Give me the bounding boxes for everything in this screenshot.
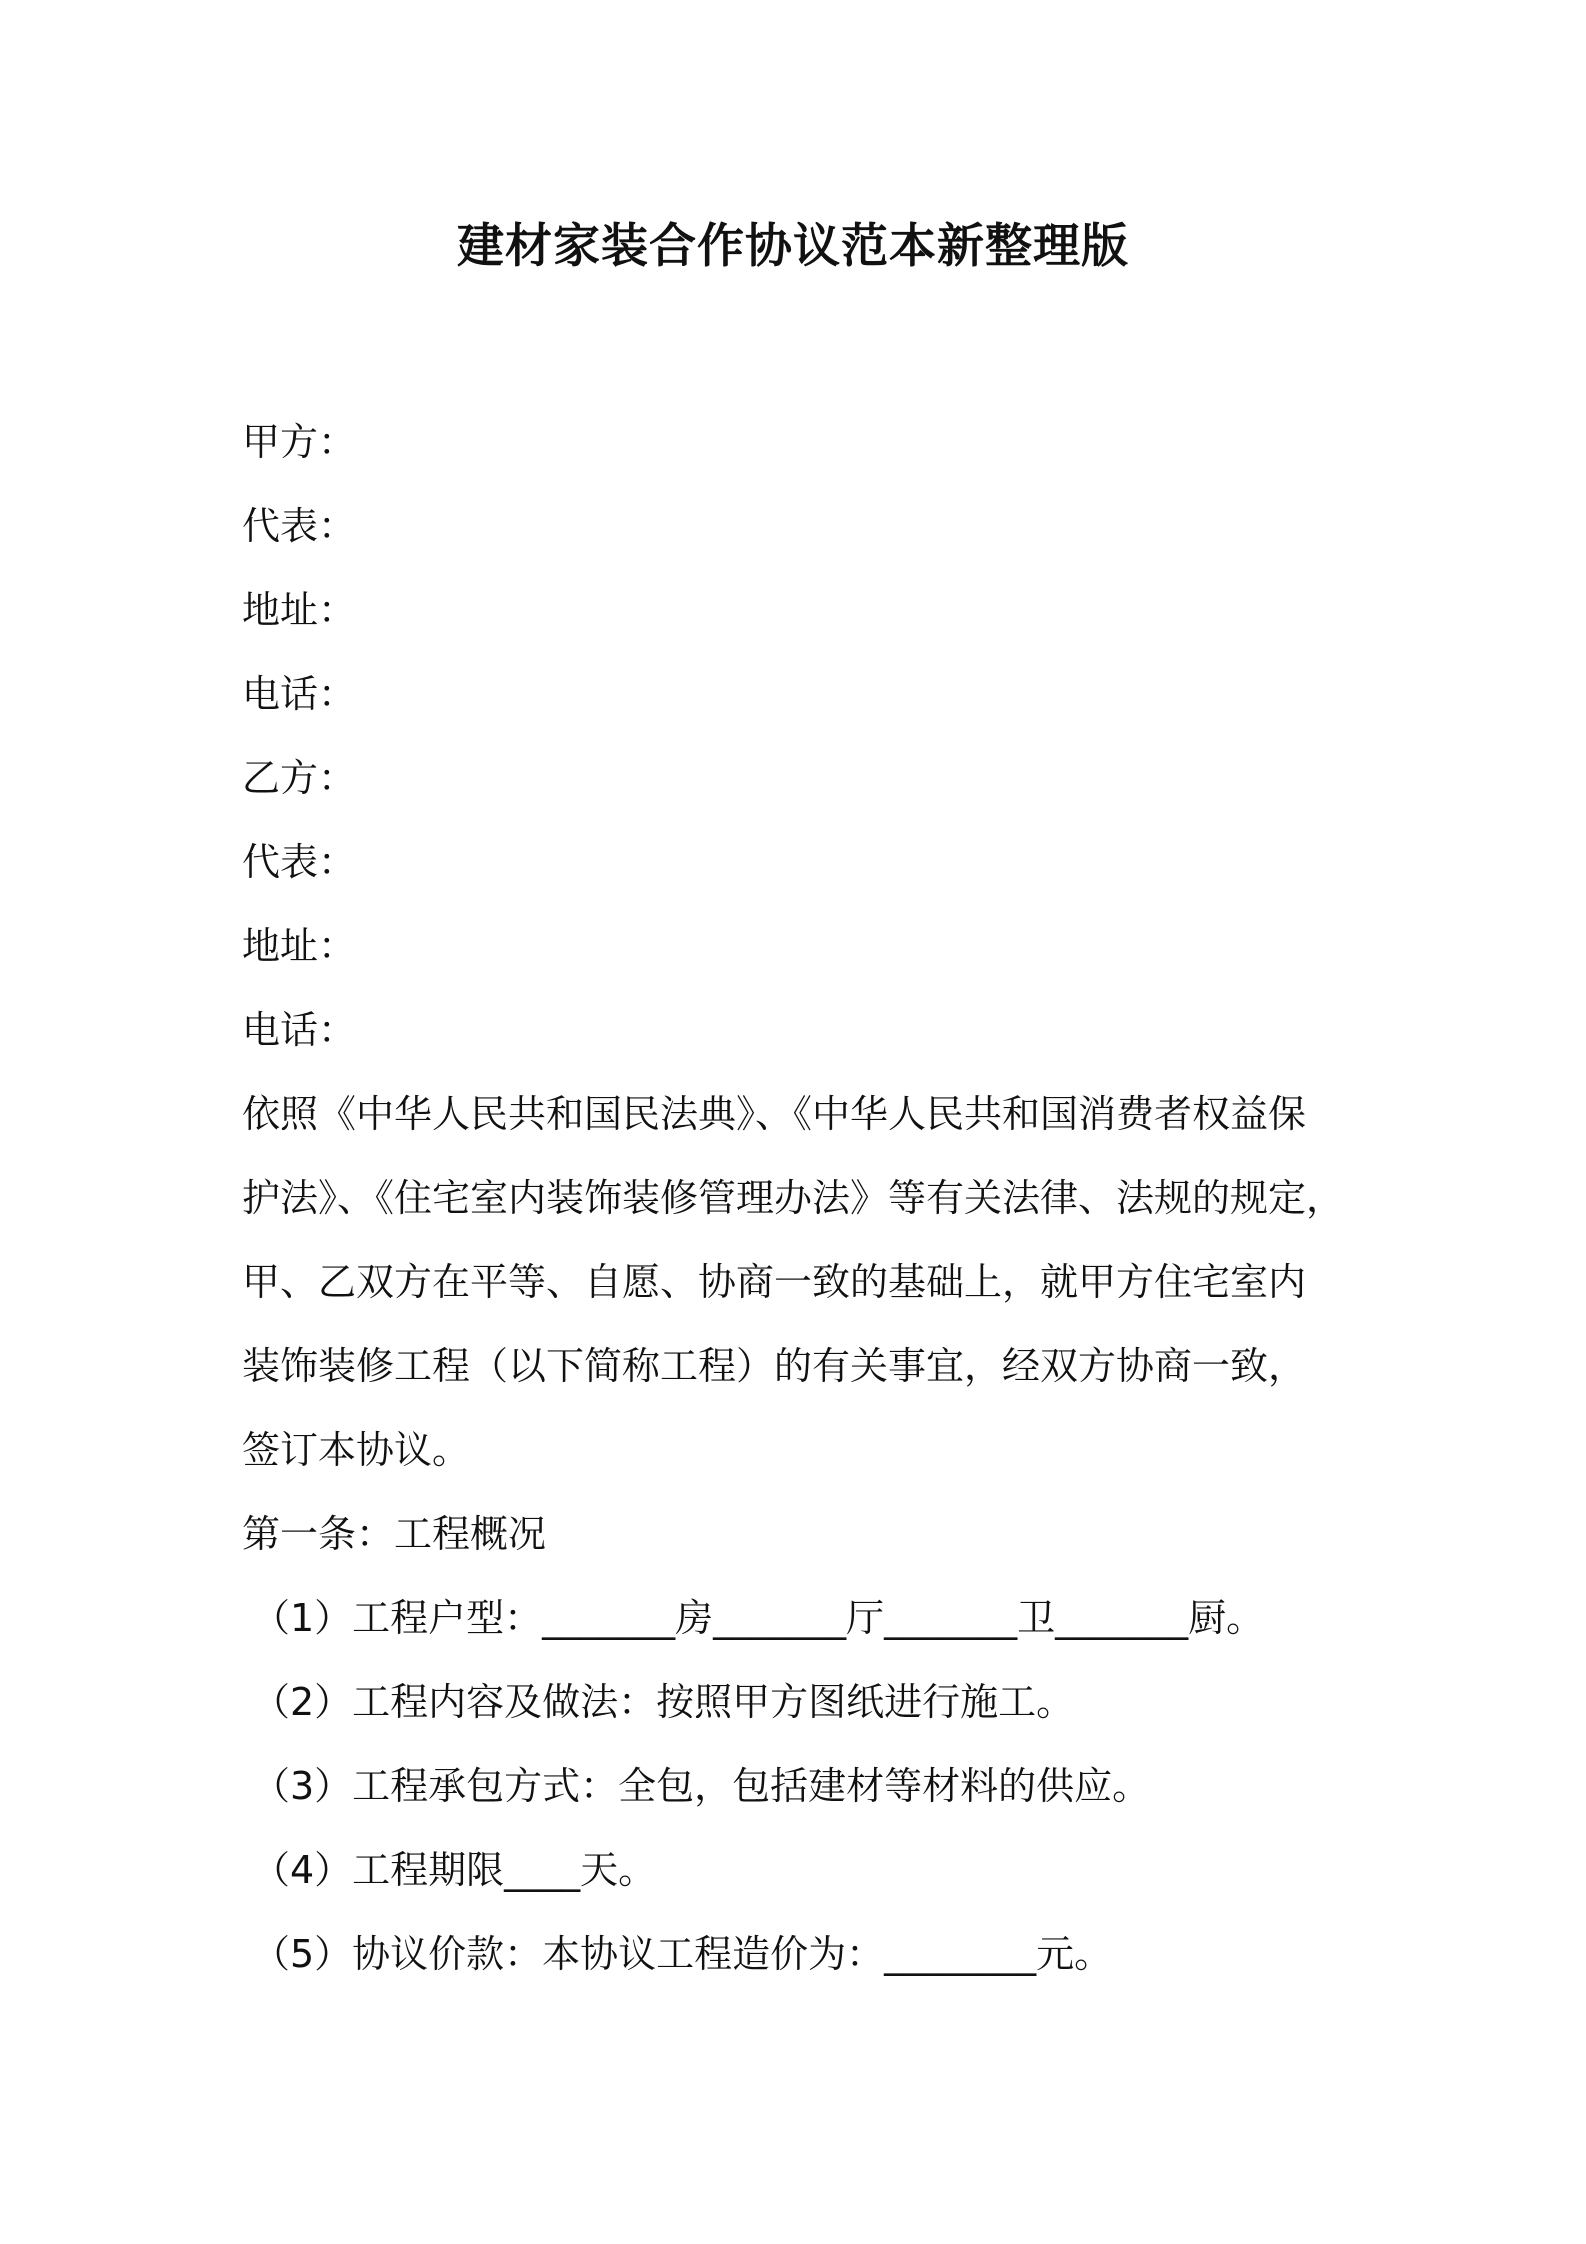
party-a-phone-field: 电话： [242, 672, 357, 716]
intro-line: 签订本协议。 [242, 1428, 471, 1472]
party-a-representative-field: 代表： [242, 504, 357, 548]
document-title: 建材家装合作协议范本新整理版 [457, 219, 1129, 274]
party-a-field: 甲方： [242, 420, 357, 464]
article-1-heading: 第一条：工程概况 [242, 1512, 547, 1556]
article-1-item-price: （5）协议价款：本协议工程造价为：________元。 [252, 1932, 1113, 1976]
intro-line: 甲、乙双方在平等、自愿、协商一致的基础上，就甲方住宅室内 [242, 1260, 1307, 1304]
party-a-address-field: 地址： [242, 588, 357, 632]
party-b-representative-field: 代表： [242, 840, 357, 884]
article-1-item-content: （2）工程内容及做法：按照甲方图纸进行施工。 [252, 1680, 1075, 1724]
article-1-item-duration: （4）工程期限____天。 [252, 1848, 657, 1892]
intro-line: 依照《中华人民共和国民法典》、《中华人民共和国消费者权益保 [242, 1092, 1307, 1136]
article-1-item-house-type: （1）工程户型：_______房_______厅_______卫_______厨。 [252, 1596, 1265, 1640]
party-b-address-field: 地址： [242, 924, 357, 968]
intro-line: 装饰装修工程（以下简称工程）的有关事宜，经双方协商一致， [242, 1344, 1307, 1388]
document-body [242, 400, 1362, 1996]
party-b-phone-field: 电话： [242, 1008, 357, 1052]
intro-line: 护法》、《住宅室内装饰装修管理办法》等有关法律、法规的规定， [242, 1176, 1345, 1220]
article-1-item-contract-method: （3）工程承包方式：全包，包括建材等材料的供应。 [252, 1764, 1151, 1808]
party-b-field: 乙方： [242, 756, 357, 800]
intro-paragraph [242, 1072, 1362, 1492]
